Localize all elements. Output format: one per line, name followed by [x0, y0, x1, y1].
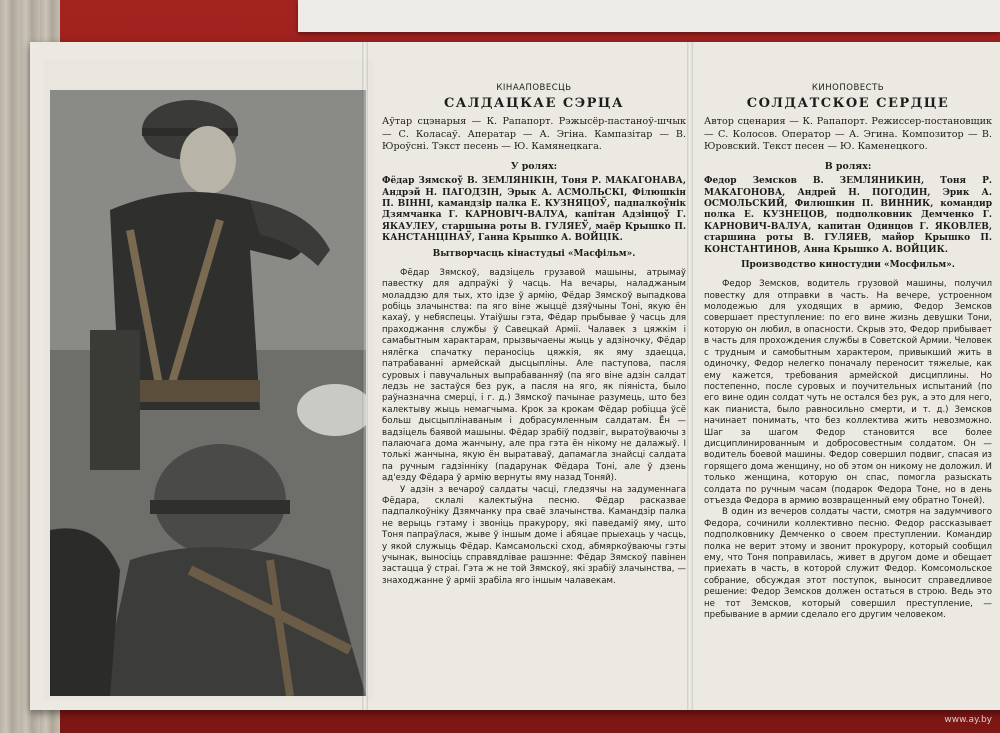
top-paper-edge	[298, 0, 1000, 32]
synopsis-by	[376, 268, 692, 587]
fold-crease-left	[362, 42, 368, 710]
credits-ru: Автор сценария — К. Рапапорт. Режиссер-постановщик — С. Колосов. Оператор — А. Эгина. Композитор — В. Юровский. Текст песен — Ю. Каменецкого.	[704, 116, 992, 152]
film-leaflet	[30, 42, 1000, 710]
studio-ru: Производство киностудии «Мосфильм».	[741, 260, 955, 271]
synopsis-ru	[698, 279, 998, 621]
soldiers-illustration	[50, 90, 366, 696]
synopsis-paragraph: В один из вечеров солдаты части, смотря на задумчивого Федора, сочинили коллективно песню. Федор рассказывает подполковнику Демченко о своем преступлении. Командир полка не верит этому и звонит прокурору, который сообщил ему, что Тоня поправилась, живет в другом доме и обещает приехать в часть, в которой служит Федор. Комсомольское собрание, обсуждая этот поступок, выносит справедливое решение: Федор Земсков должен остаться в строю. Ведь это не тот Земсков, который совершил преступление, — пребывание в армии сделало его другим человеком.	[704, 507, 992, 621]
synopsis-paragraph: Фёдар Зямскоў, вадзіцель грузавой машыны, атрымаў павестку для адпраўкі ў часць. На вечары, наладжаным моладдзю для тых, хто ідзе ў армію, Фёдар Зямскоў выпадкова робіць злачынства: па яго віне жыццё дзяўчыны Тоні, якую ён кахаў, у небяспецы. Утаіўшы гэта, Фёдар прыбывае ў часць для праходжання службы ў Савецкай Арміі. Чалавек з цяжкім і самабытным характарам, прызвычаены жыць у адзіночку, Фёдар нялёгка спачатку пераносіць цяжкія, як яму здаецца, патрабаванні армейскай дысцыпліны. Але паступова, пасля суровых і павучальных выпрабаванняў (па яго віне адзін салдат ледзь не застаўся без рук, а пасля на яго, як піяніста, было раўназначна смерці, і г. д.) Зямскоў пачынае разумець, што без калектыву жыць немагчыма. Крок за крокам Фёдар робіцца ўсё больш дысцыплінаваным і добрасумленным салдатам. Ён — вадзіцель баявой машыны. Фёдар зрабіў подзвіг, выратоўваючы з палаючага дома жанчыну, але пра гэта ён нікому не далажыў. І толькі жанчына, якую ён выратаваў, дапамагла знайсці салдата па ручным гадзінніку (падарунак Фёдара Тоні, але ў дзень ад'езду Фёдара ў армію вернуты яму назад Тоняй).	[382, 267, 686, 484]
genre-label-by: КІНААПОВЕСЦЬ	[496, 83, 572, 93]
studio-by: Вытворчасць кінастудыі «Масфільм».	[432, 248, 636, 259]
soldiers-photo	[50, 90, 366, 696]
genre-label-ru: КИНОПОВЕСТЬ	[811, 83, 885, 93]
photo-panel	[44, 60, 374, 700]
credits-by: Аўтар сцэнарыя — К. Рапапорт. Рэжысёр-пастаноў-шчык — С. Коласаў. Аператар — А. Эгіна. Кампазітар — В. Юроўсні. Тэкст песень — Ю. Камянецкага.	[382, 116, 686, 152]
cast-list-ru: Федор Земсков В. ЗЕМЛЯНИКИН, Тоня Р. МАКАГОНОВА, Андрей Н. ПОГОДИН, Эрик А. ОСМОЛЬСКИЙ, Филюшкин П. ВИННИК, командир полка Е. КУЗНЕЦОВ, подполковник Демченко Г. КАРНОВИЧ-ВАЛУА, капитан Одинцов Г. ЯКОВЛЕВ, старшина роты В. ГУЛЯЕВ, майор Крышко П. КОНСТАНТИНОВ, Анна Крышко А. ВОЙЦИК.	[704, 176, 992, 255]
watermark: www.ay.by	[944, 715, 992, 725]
cast-heading-ru: В ролях:	[824, 161, 872, 173]
synopsis-paragraph: У адзін з вечароў салдаты часці, гледзячы на задуменнага Фёдара, склалі калектыўна песню. Фёдар расказвае падпалкоўніку Дзямчанку пра сваё злачынства. Камандзір палка не верыць гэтаму і звоніць пракурору, які паведаміў яму, што Тоня папраўлася, жыве ў іншым доме і абяцае прыехаць у часць, у якой служыць Фёдар. Камсамольскі сход, абмяркоўваючы гэты учынак, выносіць справядлівае рашэнне: Фёдар Зямскоў павінен застацца ў страі. Гэта ж не той Зямскоў, які зрабіў злачынства, — знаходжанне ў арміі зрабіла яго іншым чалавекам.	[382, 484, 686, 586]
cast-heading-by: У ролях:	[510, 161, 558, 173]
film-title-by: САЛДАЦКАЕ СЭРЦА	[443, 96, 625, 112]
belarusian-column	[376, 82, 692, 587]
russian-column	[698, 82, 998, 621]
cast-list-by: Фёдар Зямскоў В. ЗЕМЛЯНІКІН, Тоня Р. МАКАГОНАВА, Андрэй Н. ПАГОДЗІН, Эрык А. АСМОЛЬСКІ, Філюшкін П. ВІННІ, камандзір палка Е. КУЗНЯЦОЎ, падпалкоўнік Дзямчанка Г. КАРНОВІЧ-ВАЛУА, капітан Адзінцоў Г. ЯКАУЛЕУ, старшына роты В. ГУЛЯЕЎ, маёр Крышко П. КАНСТАНЦІНАЎ, Ганна Крышко А. ВОЙЦІК.	[382, 176, 686, 244]
film-title-ru: СОЛДАТСКОЕ СЕРДЦЕ	[746, 96, 950, 112]
synopsis-paragraph: Федор Земсков, водитель грузовой машины, получил повестку для отправки в часть. На вечере, устроенном молодежью для уходящих в армию, Федор Земсков совершает преступление: по его вине жизнь девушки Тони, которую он любил, в опасности. Скрыв это, Федор прибывает в часть для прохождения службы в Советской Армии. Человек с трудным и самобытным характером, привыкший жить в одиночку, Федор нелегко поначалу переносит тяжелые, как ему кажется, требования армейской дисциплины. Но постепенно, после суровых и поучительных испытаний (по его вине один солдат чуть не остался без рук, а это для него, как пианиста, было равносильно смерти, и т. д.) Земсков начинает понимать, что без коллектива жить невозможно. Шаг за шагом Федор становится все более дисциплинированным и добросовестным солдатом. Он — водитель боевой машины. Федор совершил подвиг, спасая из горящего дома женщину, но об этом он никому не доложил. И только женщина, которую он спас, помогла разыскать солдата по ручным часам (подарок Федора Тоне, но в день отъезда Федора в армию возвращенный ему обратно Тоней).	[704, 279, 992, 506]
